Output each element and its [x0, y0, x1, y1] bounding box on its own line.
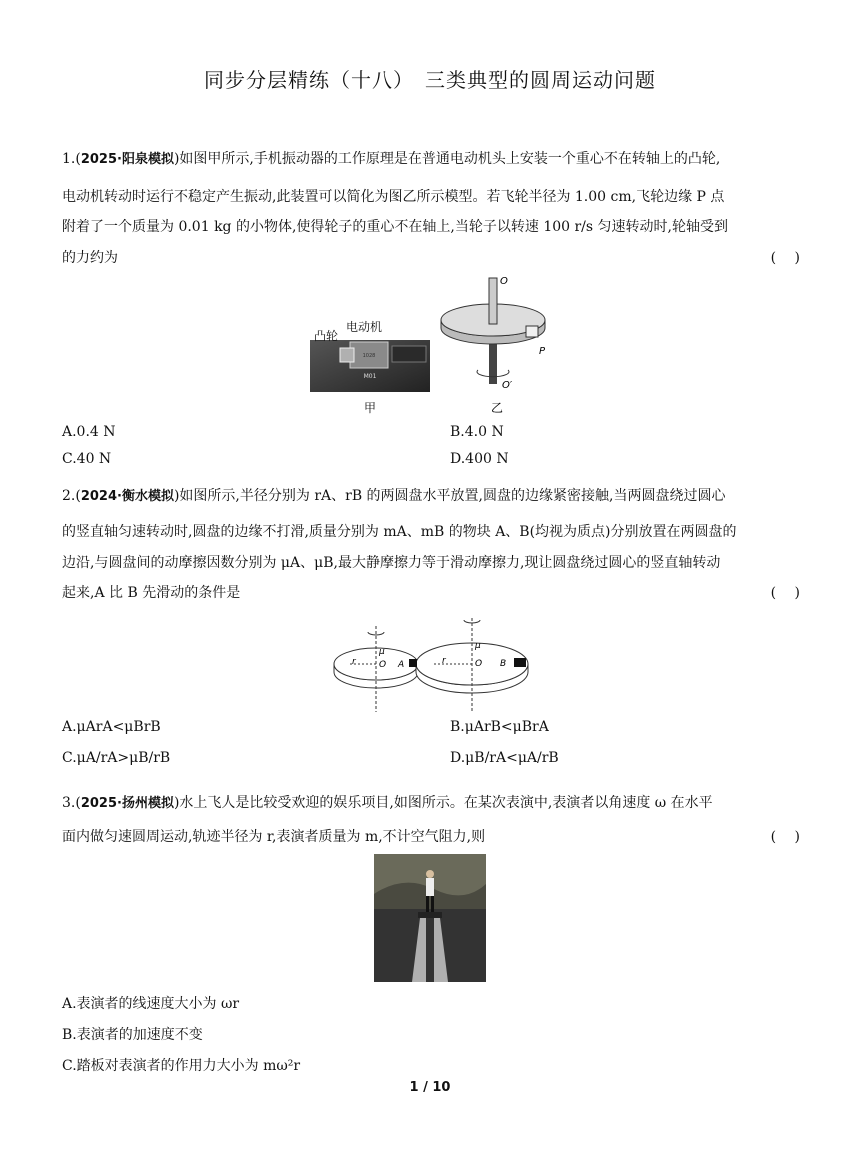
a-label: A: [398, 660, 405, 670]
q1-line-4: 的力约为: [62, 250, 118, 266]
motor-label: 电动机: [346, 320, 383, 334]
b-label: B: [500, 659, 507, 669]
cam-label: 凸轮: [314, 329, 339, 343]
q2-answer-bracket: ( ): [770, 585, 800, 601]
o1-label: O: [379, 660, 387, 670]
chip-label-2: M01: [363, 373, 377, 380]
q1-line-1: 1.(2025·阳泉模拟)如图甲所示,手机振动器的工作原理是在普通电动机头上安装一个重心不在转轴上的凸轮,: [62, 151, 721, 167]
page-number: 1 / 10: [409, 1080, 451, 1095]
q1-option-c[interactable]: C.40 N: [62, 451, 112, 467]
yi-label: 乙: [491, 401, 504, 415]
q1-answer-bracket: ( ): [770, 250, 800, 266]
q1-source: 2025·阳泉模拟: [80, 152, 174, 167]
q2-option-d[interactable]: D.μB/rA<μA/rB: [450, 750, 559, 766]
q2-source: 2024·衡水模拟: [80, 489, 174, 504]
q1-figure-yi: [436, 272, 566, 418]
ra-label: r: [352, 657, 356, 667]
q3-photo: [374, 854, 486, 982]
q1-line-2: 电动机转动时运行不稳定产生振动,此装置可以简化为图乙所示模型。若飞轮半径为 1.00 cm,飞轮边缘 P 点: [62, 189, 725, 205]
q2-option-b[interactable]: B.μArB<μBrA: [450, 719, 549, 735]
mu-a-label: μ: [379, 647, 385, 657]
ra2-label: r: [442, 656, 446, 666]
q1-figure-jia: [310, 318, 430, 418]
o-prime-label: O′: [502, 380, 513, 391]
q2-figure: [330, 612, 530, 716]
q3-answer-bracket: ( ): [770, 829, 800, 845]
q1-line-3: 附着了一个质量为 0.01 kg 的小物体,使得轮子的重心不在轴上,当轮子以转速 100 r/s 匀速转动时,轮轴受到: [62, 219, 728, 235]
q1-option-b[interactable]: B.4.0 N: [450, 424, 504, 440]
q3-line-2: 面内做匀速圆周运动,轨迹半径为 r,表演者质量为 m,不计空气阻力,则: [62, 829, 486, 845]
q3-line-1: 3.(2025·扬州模拟)水上飞人是比较受欢迎的娱乐项目,如图所示。在某次表演中,表演者以角速度 ω 在水平: [62, 795, 713, 811]
q2-line-2: 的竖直轴匀速转动时,圆盘的边缘不打滑,质量分别为 mA、mB 的物块 A、B(均视为质点)分别放置在两圆盘的: [62, 524, 737, 540]
o2-label: O: [475, 659, 483, 669]
q2-line-1: 2.(2024·衡水模拟)如图所示,半径分别为 rA、rB 的两圆盘水平放置,圆盘的边缘紧密接触,当两圆盘绕过圆心: [62, 488, 726, 504]
o-label: O: [500, 276, 508, 287]
p-label: P: [539, 346, 546, 357]
q1-option-a[interactable]: A.0.4 N: [62, 424, 116, 440]
q2-option-c[interactable]: C.μA/rA>μB/rB: [62, 750, 171, 766]
q2-line-4: 起来,A 比 B 先滑动的条件是: [62, 585, 241, 601]
chip-label-1: 1028: [362, 353, 376, 359]
page-title: 同步分层精练（十八） 三类典型的圆周运动问题: [204, 68, 656, 92]
mu-b-label: μ: [475, 641, 481, 651]
q3-option-b[interactable]: B.表演者的加速度不变: [62, 1027, 203, 1043]
jia-label: 甲: [364, 401, 377, 415]
q3-option-c[interactable]: C.踏板对表演者的作用力大小为 mω²r: [62, 1058, 301, 1074]
q2-line-3: 边沿,与圆盘间的动摩擦因数分别为 μA、μB,最大静摩擦力等于滑动摩擦力,现让圆盘绕过圆心的竖直轴转动: [62, 555, 721, 571]
q3-option-a[interactable]: A.表演者的线速度大小为 ωr: [62, 996, 240, 1012]
q3-source: 2025·扬州模拟: [80, 796, 174, 811]
q2-option-a[interactable]: A.μArA<μBrB: [62, 719, 161, 735]
q1-option-d[interactable]: D.400 N: [450, 451, 509, 467]
